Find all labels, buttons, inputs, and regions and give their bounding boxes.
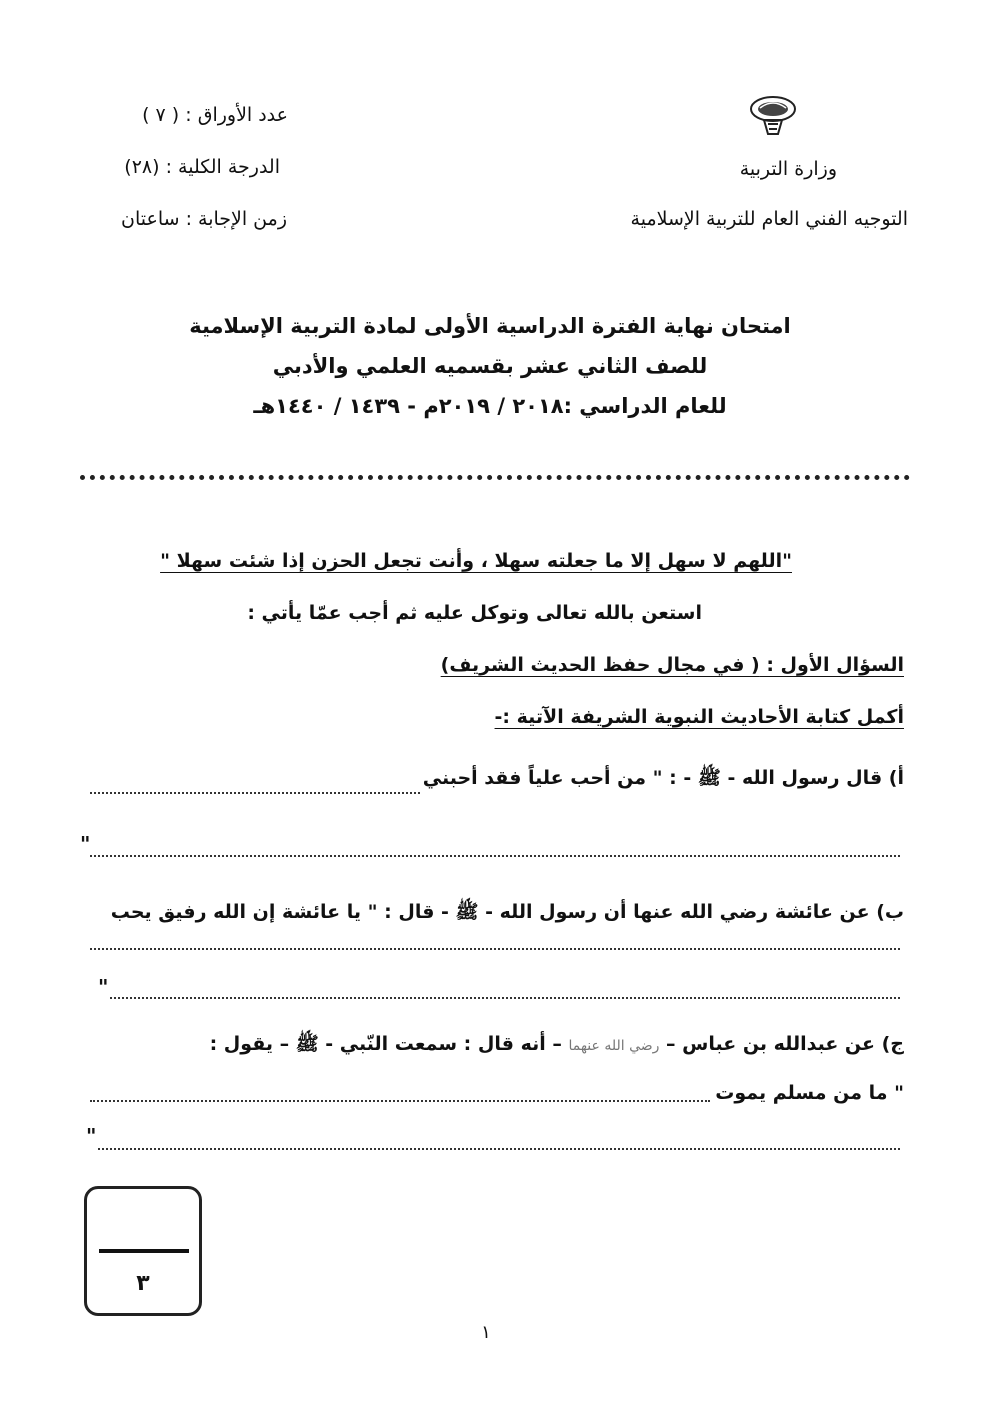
hadith-item-c-end: – أنه قال : سمعت النّبي - ﷺ – يقول : — [209, 1033, 569, 1055]
page-number: ١ — [481, 1322, 491, 1343]
hadith-item-b: ب) عن عائشة رضي الله عنها أن رسول الله - ﷺ - قال : " يا عائشة إن الله رفيق يحب — [110, 901, 904, 923]
opening-prayer: "اللهم لا سهل إلا ما جعلته سهلا ، وأنت تجعل الحزن إذا شئت سهلا " — [160, 550, 792, 572]
answer-line — [110, 997, 900, 999]
exam-title: امتحان نهاية الفترة الدراسية الأولى لمادة التربية الإسلامية — [189, 314, 791, 338]
exam-instruction: استعن بالله تعالى وتوكل عليه ثم أجب عمّا يأتي : — [247, 602, 702, 624]
kuwait-emblem-icon — [748, 94, 798, 138]
answer-line — [90, 855, 900, 857]
ministry-name: وزارة التربية — [739, 158, 837, 180]
hadith-item-c — [210, 1032, 904, 1060]
hadith-item-c-start: " ما من مسلم يموت — [715, 1082, 904, 1104]
exam-duration: زمن الإجابة : ساعتان — [121, 208, 287, 230]
score-box — [84, 1186, 202, 1316]
hadith-item-c-intro: ج) عن عبدالله بن عباس – — [659, 1033, 904, 1055]
question-1-label: السؤال الأول : — [759, 654, 904, 676]
department-name: التوجيه الفني العام للتربية الإسلامية — [630, 208, 908, 230]
score-value: ٣ — [136, 1271, 150, 1296]
question-1-task: أكمل كتابة الأحاديث النبوية الشريفة الآتية :- — [494, 706, 904, 728]
answer-line — [98, 1148, 900, 1150]
hadith-item-c-honorific: رضي الله عنهما — [568, 1038, 660, 1054]
hadith-item-a: أ) قال رسول الله - ﷺ - : " من أحب علياً فقد أحبني — [422, 767, 904, 789]
total-grade: الدرجة الكلية : (٢٨) — [124, 156, 280, 178]
answer-line — [90, 1100, 710, 1102]
sheets-count: عدد الأوراق : ( ٧ ) — [142, 104, 288, 126]
answer-line — [90, 948, 900, 950]
score-divider — [99, 1249, 189, 1253]
exam-academic-year: للعام الدراسي :٢٠١٨ / ٢٠١٩م - ١٤٣٩ / ١٤٤٠هـ — [253, 394, 727, 418]
dotted-separator — [80, 475, 910, 480]
closing-quote: " — [98, 975, 109, 999]
exam-grade-level: للصف الثاني عشر بقسميه العلمي والأدبي — [272, 354, 708, 378]
closing-quote: " — [80, 832, 91, 856]
closing-quote: " — [86, 1124, 97, 1148]
answer-line — [90, 792, 420, 794]
question-1-heading — [441, 654, 904, 676]
question-1-topic: ( في مجال حفظ الحديث الشريف) — [440, 654, 760, 676]
